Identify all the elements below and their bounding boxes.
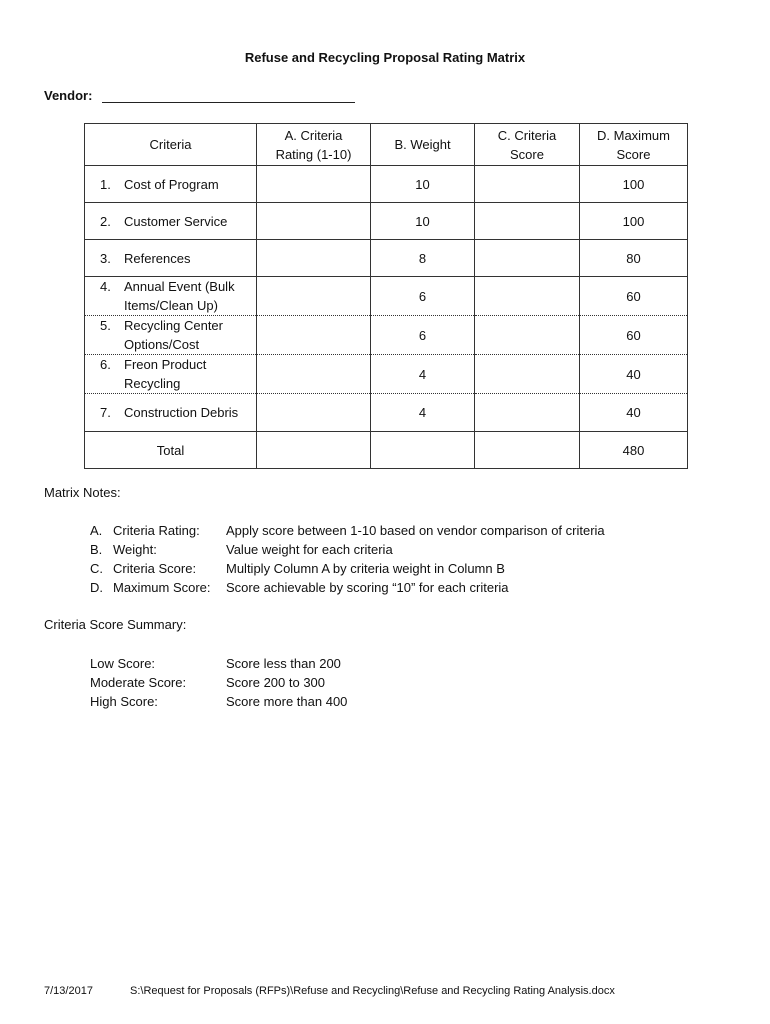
note-value: Score achievable by scoring “10” for each criteria [226, 580, 509, 595]
total-rating-cell [257, 432, 371, 469]
list-item [90, 540, 605, 559]
criteria-text: Recycling Center [124, 318, 223, 333]
row-number: 6. [100, 357, 111, 372]
criteria-text: References [124, 250, 191, 266]
summary-key: Moderate Score: [90, 675, 187, 690]
rating-matrix-table [84, 123, 688, 469]
table-row [85, 394, 688, 432]
table-row [85, 355, 688, 394]
header-criteria-rating [257, 124, 371, 166]
score-cell[interactable] [475, 240, 580, 277]
table-row [85, 316, 688, 355]
criteria-text: Cost of Program [124, 176, 219, 192]
weight-cell: 4 [371, 394, 475, 432]
header-c-line2: Score [510, 146, 544, 162]
header-criteria-score [475, 124, 580, 166]
max-score-cell: 100 [580, 166, 688, 203]
criteria-text: Freon Product [124, 357, 207, 372]
rating-cell[interactable] [257, 316, 371, 355]
summary-value: Score more than 400 [226, 694, 348, 709]
weight-cell: 6 [371, 316, 475, 355]
table-row [85, 240, 688, 277]
summary-value: Score less than 200 [226, 656, 341, 671]
header-weight: B. Weight [371, 124, 475, 166]
note-key: Criteria Score: [113, 561, 197, 576]
header-c-line1: C. Criteria [497, 127, 557, 143]
weight-cell: 4 [371, 355, 475, 394]
note-letter: C. [90, 561, 103, 576]
criteria-text: Customer Service [124, 213, 228, 229]
document-title: Refuse and Recycling Proposal Rating Matrix [244, 50, 526, 65]
summary-key: High Score: [90, 694, 158, 709]
score-summary-list [90, 654, 347, 711]
score-summary-heading: Criteria Score Summary: [44, 617, 187, 632]
table-header-row [85, 124, 688, 166]
criteria-cell [85, 203, 257, 240]
score-cell[interactable] [475, 203, 580, 240]
footer-file-path: S:\Request for Proposals (RFPs)\Refuse and Recycling\Refuse and Recycling Rating Analysis.docx [130, 985, 615, 997]
max-score-cell: 60 [580, 316, 688, 355]
criteria-cell [85, 277, 257, 316]
criteria-cell [85, 355, 257, 394]
max-score-cell: 40 [580, 355, 688, 394]
criteria-cell [85, 240, 257, 277]
criteria-text: Annual Event (Bulk [124, 279, 235, 294]
table-row [85, 203, 688, 240]
max-score-cell: 40 [580, 394, 688, 432]
footer-date: 7/13/2017 [44, 985, 93, 997]
row-number: 4. [100, 279, 111, 294]
table-total-row [85, 432, 688, 469]
criteria-cell [85, 166, 257, 203]
max-score-cell: 100 [580, 203, 688, 240]
weight-cell: 10 [371, 166, 475, 203]
criteria-text-cont: Options/Cost [124, 337, 200, 352]
list-item [90, 521, 605, 540]
note-key: Weight: [113, 542, 157, 557]
total-max-score-cell: 480 [580, 432, 688, 469]
vendor-blank-line [102, 102, 355, 103]
list-item [90, 578, 605, 597]
header-a-line1: A. Criteria [284, 127, 343, 143]
note-value: Apply score between 1-10 based on vendor comparison of criteria [226, 523, 605, 538]
weight-cell: 8 [371, 240, 475, 277]
header-maximum-score [580, 124, 688, 166]
criteria-text: Construction Debris [124, 405, 239, 420]
note-value: Multiply Column A by criteria weight in Column B [226, 561, 505, 576]
total-score-cell[interactable] [475, 432, 580, 469]
list-item [90, 654, 347, 673]
note-letter: A. [90, 523, 103, 538]
header-d-line1: D. Maximum [597, 127, 670, 143]
matrix-notes-list [90, 521, 605, 597]
list-item [90, 559, 605, 578]
vendor-label: Vendor: [44, 88, 93, 103]
summary-key: Low Score: [90, 656, 156, 671]
note-key: Criteria Rating: [113, 523, 200, 538]
rating-cell[interactable] [257, 240, 371, 277]
score-cell[interactable] [475, 394, 580, 432]
list-item [90, 673, 347, 692]
score-cell[interactable] [475, 277, 580, 316]
criteria-text-cont: Items/Clean Up) [124, 298, 218, 313]
note-letter: B. [90, 542, 103, 557]
rating-cell[interactable] [257, 394, 371, 432]
total-label: Total [85, 432, 257, 469]
rating-cell[interactable] [257, 277, 371, 316]
score-cell[interactable] [475, 166, 580, 203]
criteria-cell [85, 316, 257, 355]
table-row [85, 166, 688, 203]
rating-cell[interactable] [257, 203, 371, 240]
row-number: 7. [100, 405, 111, 420]
weight-cell: 10 [371, 203, 475, 240]
max-score-cell: 60 [580, 277, 688, 316]
header-d-line2: Score [616, 146, 651, 162]
note-value: Value weight for each criteria [226, 542, 393, 557]
criteria-cell [85, 394, 257, 432]
note-key: Maximum Score: [113, 580, 211, 595]
summary-value: Score 200 to 300 [226, 675, 326, 690]
list-item [90, 692, 347, 711]
row-number: 2. [100, 213, 111, 229]
row-number: 5. [100, 318, 111, 333]
note-letter: D. [90, 580, 103, 595]
table-row [85, 277, 688, 316]
score-cell[interactable] [475, 355, 580, 394]
rating-cell[interactable] [257, 166, 371, 203]
total-weight-cell [371, 432, 475, 469]
header-criteria: Criteria [85, 124, 257, 166]
criteria-text-cont: Recycling [124, 376, 181, 391]
matrix-notes-heading: Matrix Notes: [44, 485, 121, 500]
score-cell[interactable] [475, 316, 580, 355]
row-number: 1. [100, 176, 111, 192]
row-number: 3. [100, 250, 111, 266]
rating-cell[interactable] [257, 355, 371, 394]
header-a-line2: Rating (1-10) [275, 146, 352, 162]
max-score-cell: 80 [580, 240, 688, 277]
weight-cell: 6 [371, 277, 475, 316]
